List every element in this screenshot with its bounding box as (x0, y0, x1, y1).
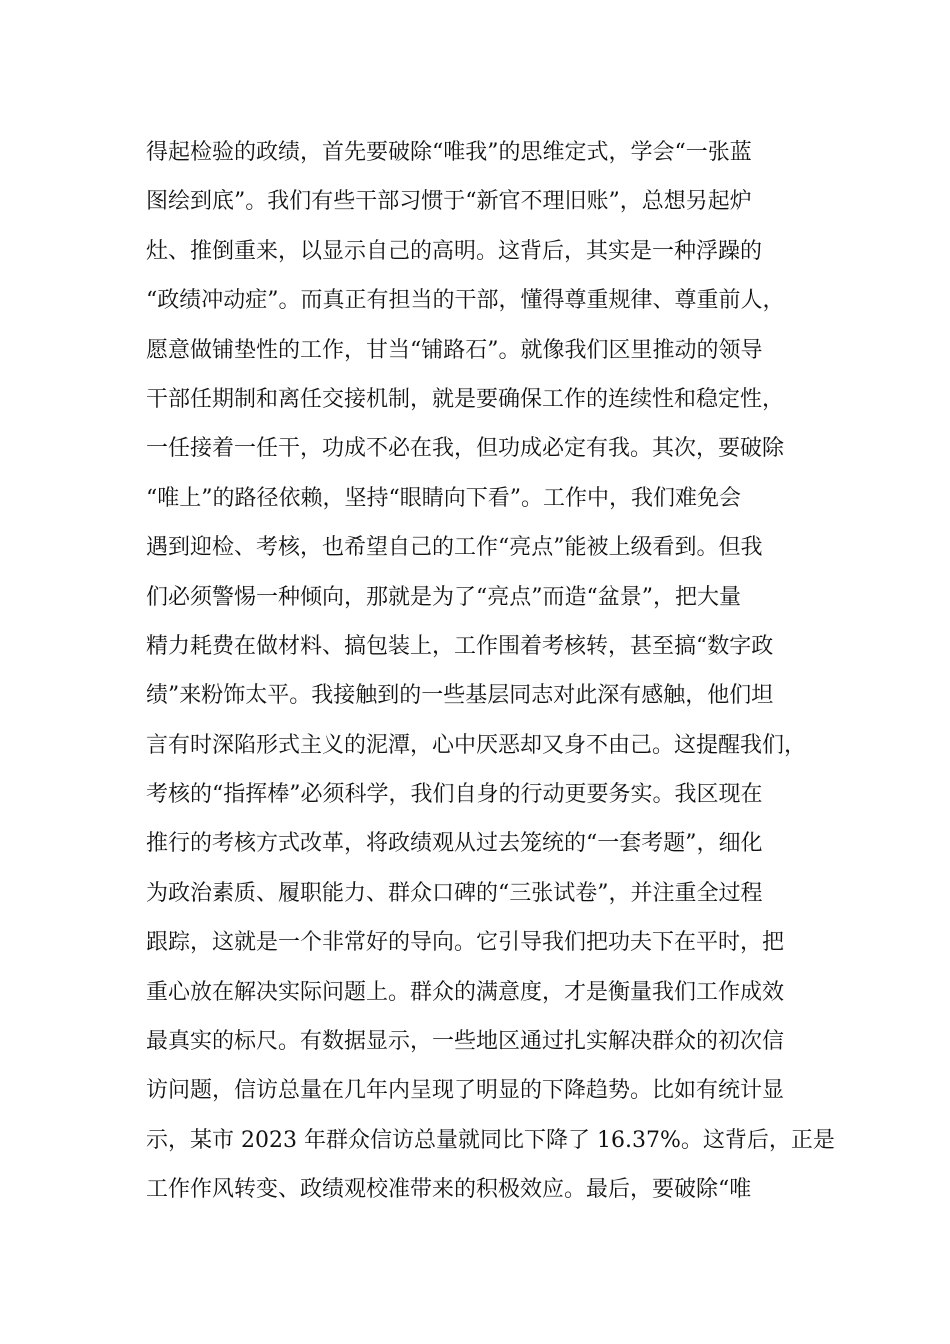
text-line: 重心放在解决实际问题上。群众的满意度，才是衡量我们工作成效 (146, 979, 785, 1005)
text-line: 推行的考核方式改革，将政绩观从过去笼统的“一套考题”，细化 (146, 831, 763, 857)
text-line: 绩”来粉饰太平。我接触到的一些基层同志对此深有感触，他们坦 (146, 683, 774, 709)
text-line: 们必须警惕一种倾向，那就是为了“亮点”而造“盆景”，把大量 (146, 584, 741, 610)
text-line: 访问题，信访总量在几年内呈现了明显的下降趋势。比如有统计显 (146, 1078, 785, 1104)
text-line: 言有时深陷形式主义的泥潭，心中厌恶却又身不由己。这提醒我们， (146, 732, 807, 758)
text-line: 图绘到底”。我们有些干部习惯于“新官不理旧账”，总想另起炉 (146, 189, 752, 215)
text-line: 考核的“指挥棒”必须科学，我们自身的行动更要务实。我区现在 (146, 782, 763, 808)
text-line: 最真实的标尺。有数据显示，一些地区通过扎实解决群众的初次信 (146, 1029, 785, 1055)
text-line: 愿意做铺垫性的工作，甘当“铺路石”。就像我们区里推动的领导 (146, 337, 763, 363)
text-line: 为政治素质、履职能力、群众口碑的“三张试卷”，并注重全过程 (146, 880, 763, 906)
text-line: 一任接着一任干，功成不必在我，但功成必定有我。其次，要破除 (146, 436, 785, 462)
text-line: 精力耗费在做材料、搞包装上，工作围着考核转，甚至搞“数字政 (146, 633, 774, 659)
text-line: 跟踪，这就是一个非常好的导向。它引导我们把功夫下在平时，把 (146, 930, 785, 956)
text-line: 工作作风转变、政绩观校准带来的积极效应。最后，要破除“唯 (146, 1177, 752, 1203)
text-line: 灶、推倒重来，以显示自己的高明。这背后，其实是一种浮躁的 (146, 238, 763, 264)
text-line: “唯上”的路径依赖，坚持“眼睛向下看”。工作中，我们难免会 (146, 485, 741, 511)
body-text (146, 131, 835, 1218)
text-line: 示，某市 2023 年群众信访总量就同比下降了 16.37%。这背后，正是 (146, 1127, 835, 1153)
text-line: 干部任期制和离任交接机制，就是要确保工作的连续性和稳定性， (146, 386, 785, 412)
text-line: 遇到迎检、考核，也希望自己的工作“亮点”能被上级看到。但我 (146, 535, 763, 561)
text-line: 得起检验的政绩，首先要破除“唯我”的思维定式，学会“一张蓝 (146, 140, 752, 165)
text-line: “政绩冲动症”。而真正有担当的干部，懂得尊重规律、尊重前人， (146, 288, 785, 314)
